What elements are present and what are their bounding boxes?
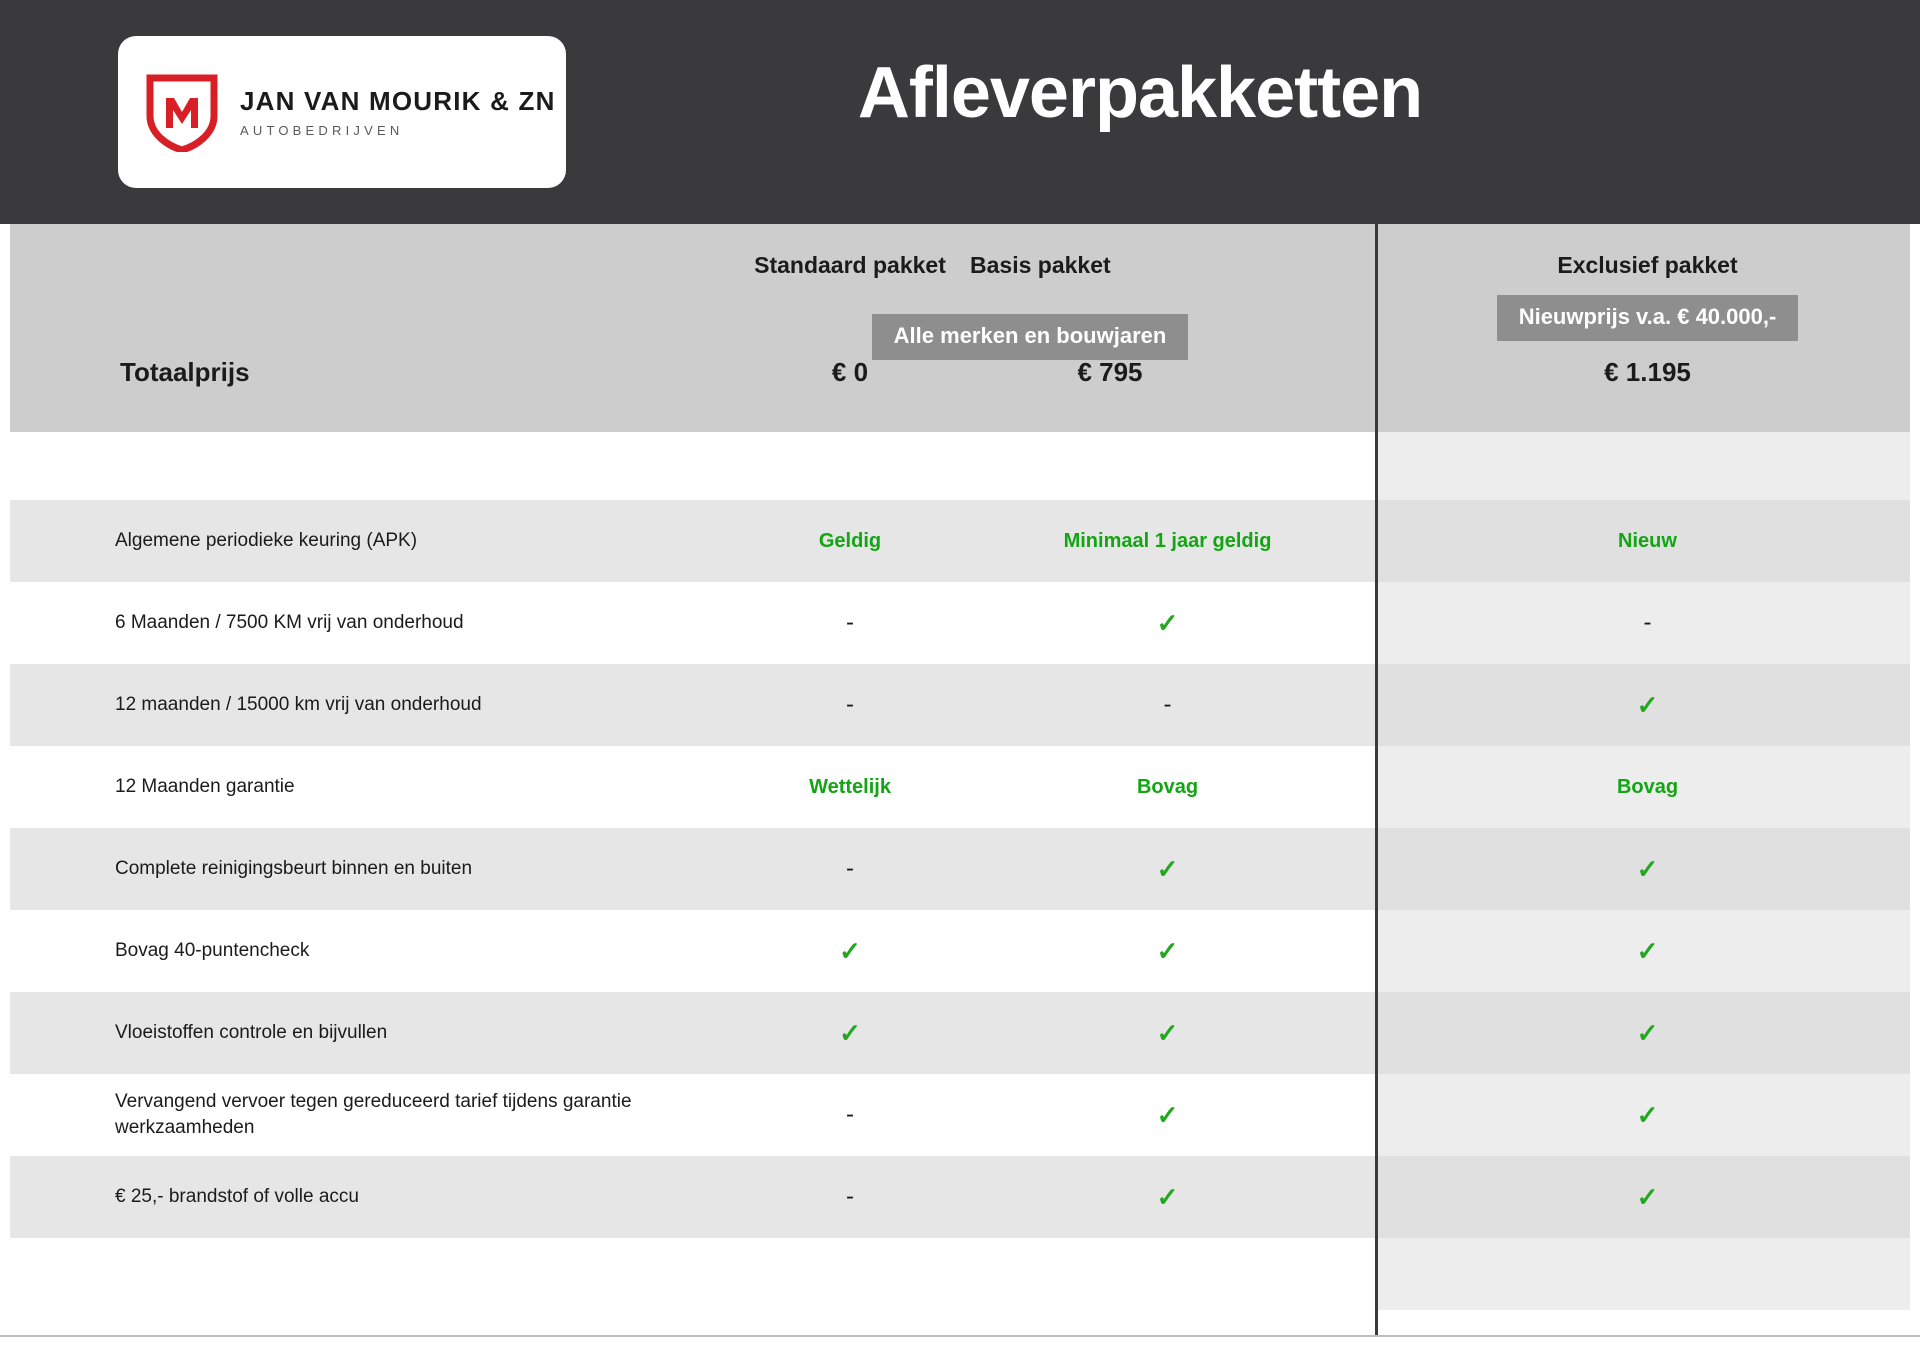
pill-all-brands: Alle merken en bouwjaren [872, 314, 1189, 360]
header-exclusief-cell [1375, 224, 1920, 432]
total-price-exclusief: € 1.195 [1604, 357, 1691, 387]
spacer-standaard-bottom [740, 1238, 960, 1310]
value-basis [960, 1156, 1375, 1238]
value-exclusief [1375, 1156, 1920, 1238]
table-header-band [0, 224, 1920, 432]
check-icon: ✓ [1156, 1017, 1179, 1048]
feature-label: € 25,- brandstof of volle accu [0, 1156, 740, 1238]
table-row [0, 910, 1920, 992]
table-row [0, 500, 1920, 582]
spacer-standaard [740, 432, 960, 500]
spacer-feature [0, 432, 740, 500]
dash-mark: - [1643, 609, 1652, 636]
value-exclusief [1375, 1074, 1920, 1156]
value-standaard [740, 582, 960, 664]
value-standaard [740, 1156, 960, 1238]
feature-label: 12 maanden / 15000 km vrij van onderhoud [0, 664, 740, 746]
page-header [0, 0, 1920, 224]
dash-mark: - [846, 855, 854, 882]
value-exclusief [1375, 582, 1920, 664]
spacer-exclusief [1375, 432, 1920, 500]
table-row [0, 1156, 1920, 1238]
check-icon: ✓ [1636, 689, 1659, 720]
packages-table [0, 224, 1920, 1310]
check-icon: ✓ [1156, 607, 1179, 638]
value-exclusief [1375, 992, 1920, 1074]
feature-label: Vloeistoffen controle en bijvullen [0, 992, 740, 1074]
company-subtitle: AUTOBEDRIJVEN [240, 123, 404, 138]
page-edge-left [0, 224, 10, 1345]
value-exclusief [1375, 910, 1920, 992]
spacer-feature-bottom [0, 1238, 740, 1310]
check-icon: ✓ [1636, 1099, 1659, 1130]
feature-label: Complete reinigingsbeurt binnen en buiten [0, 828, 740, 910]
dash-mark: - [846, 1101, 854, 1128]
check-icon: ✓ [1156, 1099, 1179, 1130]
value-basis [960, 828, 1375, 910]
page-footer-strip [0, 1335, 1920, 1345]
feature-label: Bovag 40-puntencheck [115, 940, 310, 962]
value-exclusief [1375, 664, 1920, 746]
value-standaard: Geldig [740, 500, 960, 582]
check-icon: ✓ [1636, 935, 1659, 966]
value-basis [960, 910, 1375, 992]
table-row [0, 664, 1920, 746]
value-basis: Bovag [1136, 775, 1199, 798]
page-title: Afleverpakketten [857, 53, 1423, 133]
total-price-standaard: € 0 [831, 357, 869, 387]
check-icon: ✓ [839, 1017, 861, 1048]
value-standaard: Wettelijk [809, 775, 891, 798]
table-row [0, 828, 1920, 910]
value-basis: Minimaal 1 jaar geldig [960, 500, 1375, 582]
check-icon: ✓ [1636, 1017, 1659, 1048]
value-exclusief: Bovag [1375, 746, 1920, 828]
spacer-exclusief-bottom [1375, 1238, 1920, 1310]
value-standaard [740, 664, 960, 746]
total-price-label: Totaalprijs [120, 357, 250, 387]
value-standaard [740, 992, 960, 1074]
feature-label: Vervangend vervoer tegen gereduceerd tarief tijdens garantie werkzaamheden [115, 1091, 632, 1138]
value-basis [960, 1074, 1375, 1156]
value-basis [960, 992, 1375, 1074]
check-icon: ✓ [839, 935, 861, 966]
feature-label: 6 Maanden / 7500 KM vrij van onderhoud [115, 612, 464, 634]
total-price-basis: € 795 [1077, 357, 1143, 387]
dash-mark: - [846, 691, 854, 718]
feature-label: 12 Maanden garantie [115, 776, 295, 798]
page-edge-right [1910, 224, 1920, 1345]
dash-mark: - [846, 1183, 854, 1210]
table-row [0, 746, 1920, 828]
spacer-basis [960, 432, 1375, 500]
feature-label: Algemene periodieke keuring (APK) [0, 500, 740, 582]
pill-new-price: Nieuwprijs v.a. € 40.000,- [1497, 295, 1799, 341]
table-row [0, 582, 1920, 664]
check-icon: ✓ [1156, 1181, 1179, 1212]
spacer-basis-bottom [960, 1238, 1375, 1310]
column-title-exclusief: Exclusief pakket [1557, 252, 1738, 278]
check-icon: ✓ [1636, 853, 1659, 884]
packages-table-wrapper [0, 224, 1920, 1310]
column-title-basis: Basis pakket [970, 252, 1111, 278]
table-row [0, 992, 1920, 1074]
value-basis [960, 582, 1375, 664]
value-basis [960, 664, 1375, 746]
table-spacer-bottom [0, 1238, 1920, 1310]
header-empty-cell [0, 224, 740, 432]
check-icon: ✓ [1636, 1181, 1659, 1212]
company-name: JAN VAN MOURIK & ZN [240, 86, 556, 116]
check-icon: ✓ [1156, 935, 1179, 966]
table-spacer-top [0, 432, 1920, 500]
column-title-standaard: Standaard pakket [754, 252, 946, 278]
value-standaard [740, 1074, 960, 1156]
table-row [0, 1074, 1920, 1156]
value-standaard [740, 910, 960, 992]
dash-mark: - [846, 609, 854, 636]
check-icon: ✓ [1156, 853, 1179, 884]
dash-mark: - [1163, 691, 1172, 718]
header-basis-cell [893, 224, 1375, 432]
value-exclusief: Nieuw [1375, 500, 1920, 582]
value-standaard [740, 828, 960, 910]
value-exclusief [1375, 828, 1920, 910]
